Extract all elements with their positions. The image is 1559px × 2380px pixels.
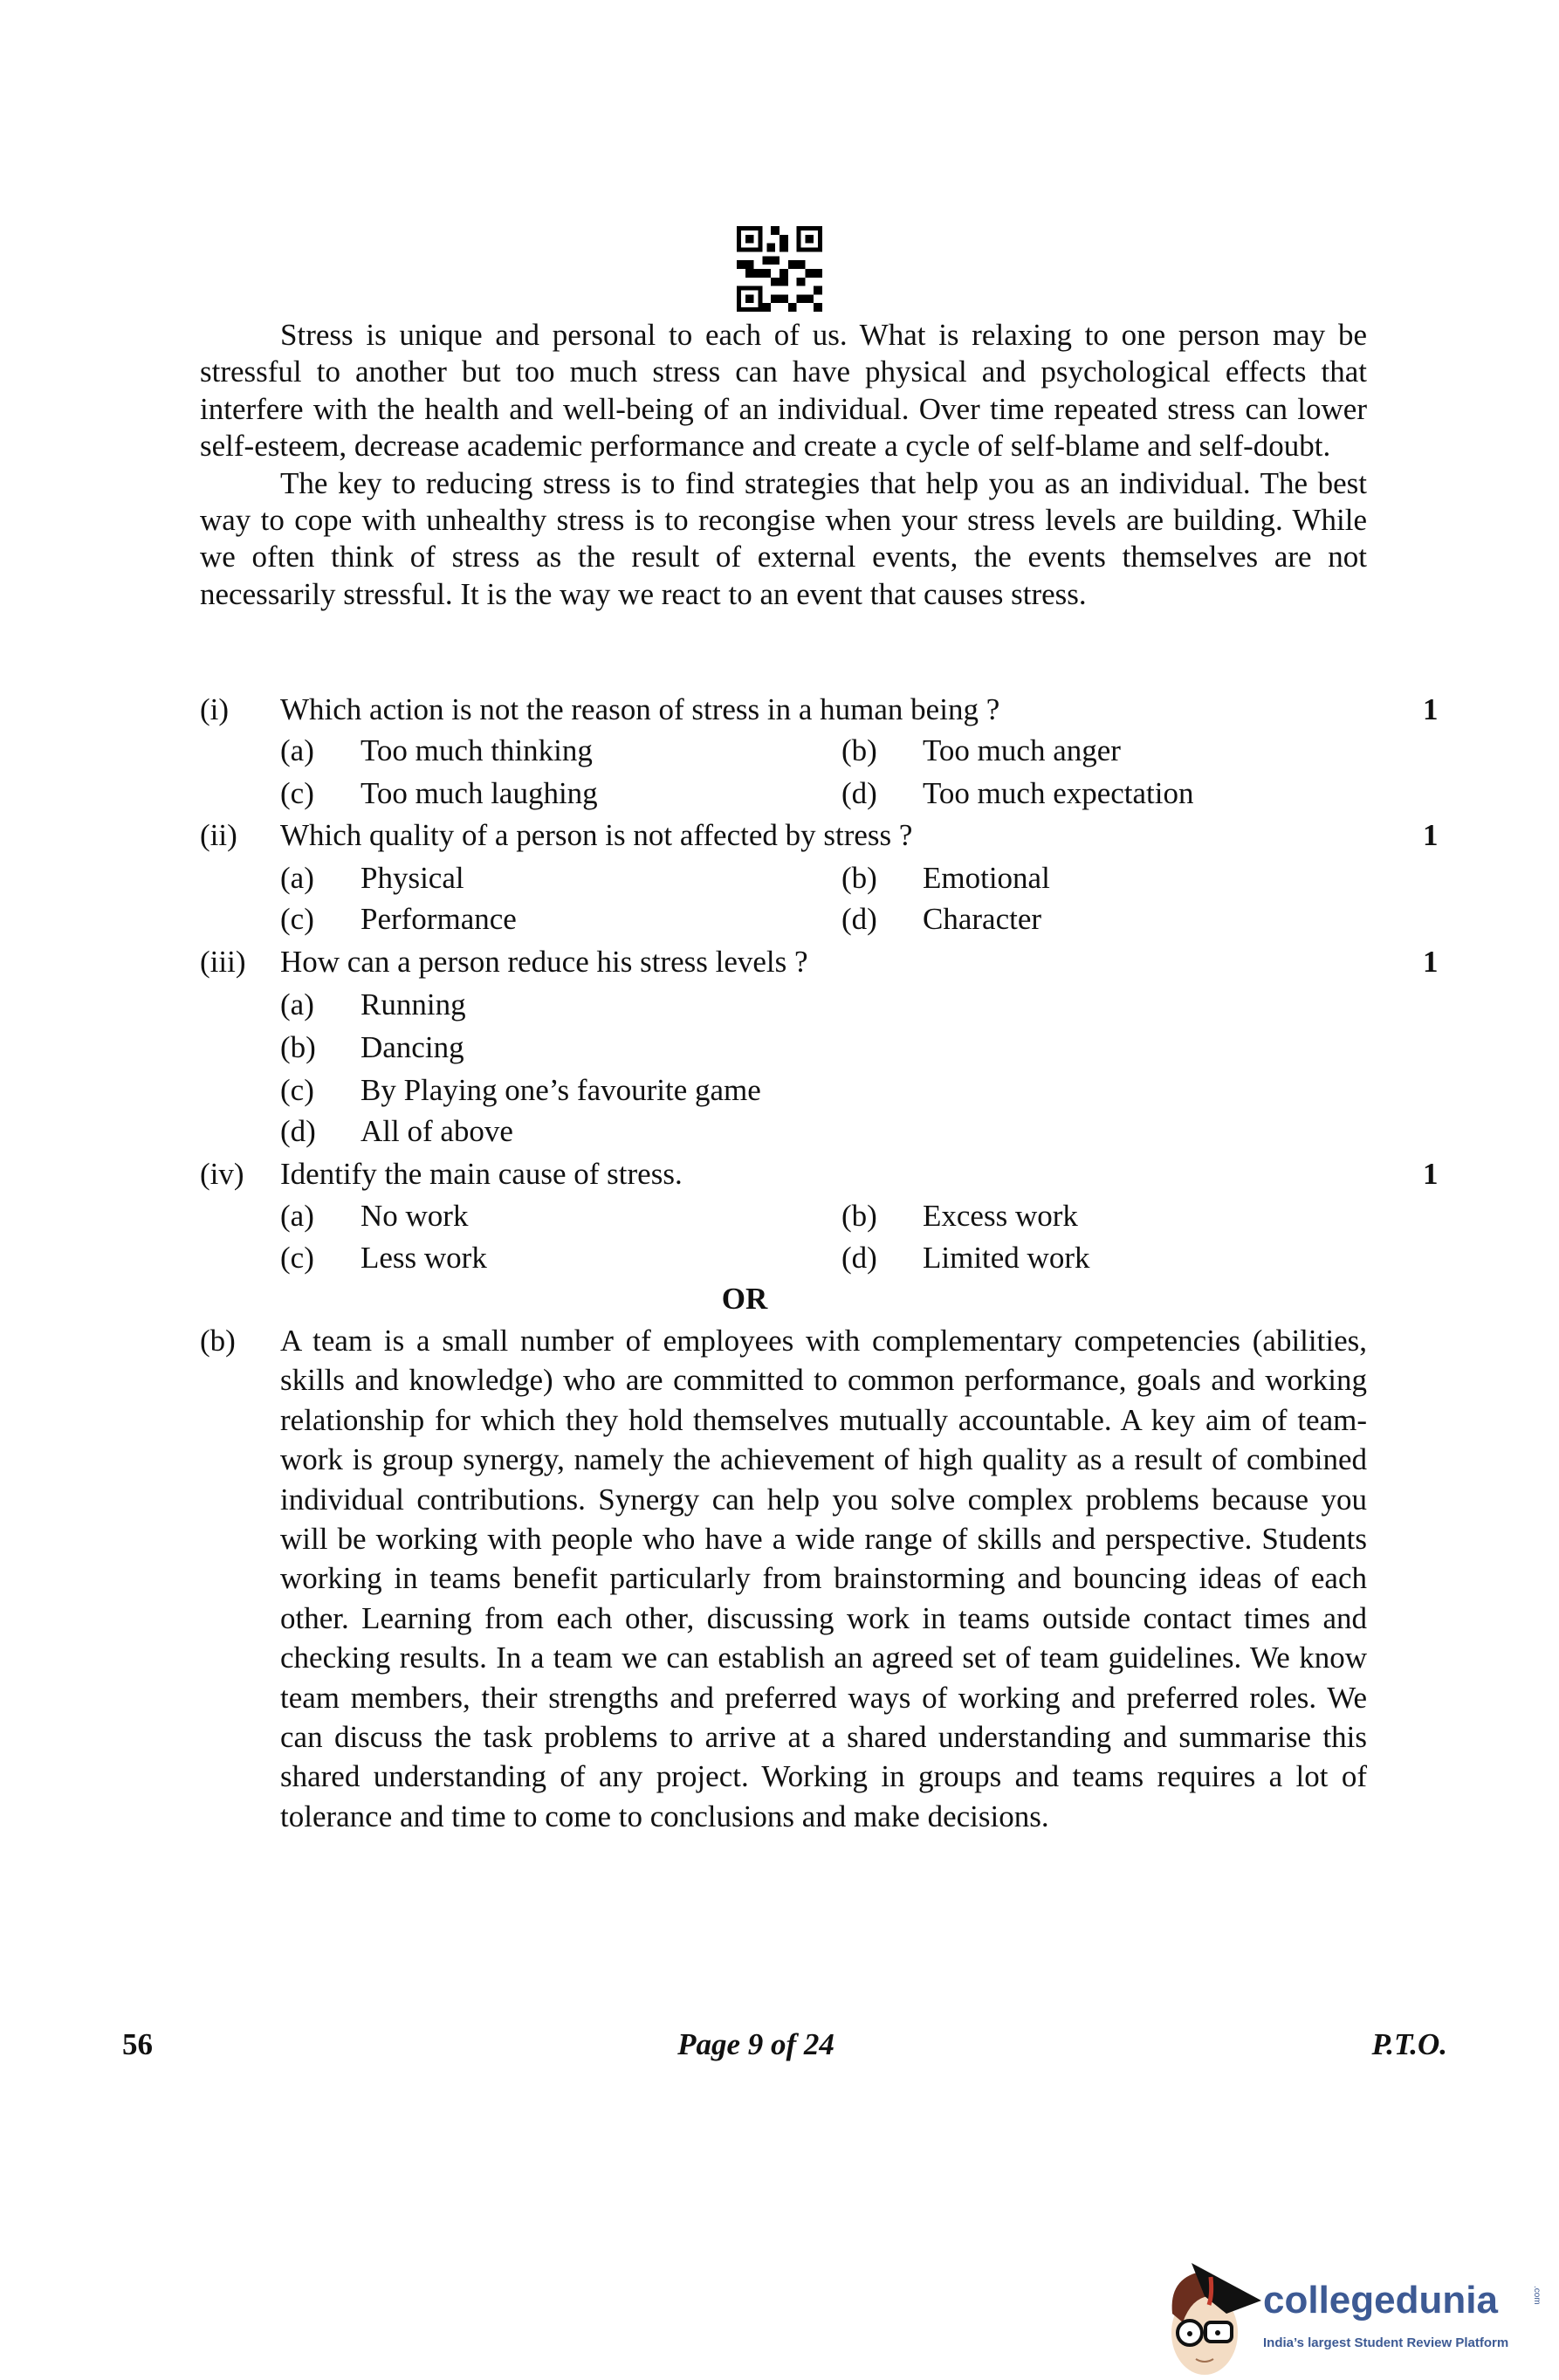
question-text: Which quality of a person is not affected by stress ?: [280, 818, 913, 852]
question-number: (ii): [200, 818, 237, 852]
brand-name: collegedunia: [1263, 2279, 1498, 2322]
passage-paragraph-1: Stress is unique and personal to each of us. What is relaxing to one person may be stressful to another but too much stress can have physical and psychological effects that interfere with the health and well-being of an individual. Over time repeated stress can lower self-esteem, decrease academic performance and create a cycle of self-blame and self-doubt.: [200, 318, 1367, 464]
question-text: Identify the main cause of stress.: [280, 1157, 683, 1191]
brand-suffix: .com: [1532, 2286, 1542, 2305]
option-text: Too much laughing: [361, 776, 598, 810]
mascot-icon: [1157, 2253, 1261, 2380]
question-3: [0, 941, 1559, 983]
option-row: [0, 1027, 1559, 1069]
option-letter: (d): [280, 1114, 316, 1148]
or-separator: OR: [721, 1282, 768, 1316]
option-letter: (b): [841, 1199, 877, 1233]
option-letter: (c): [280, 1241, 314, 1275]
option-letter: (c): [280, 776, 314, 810]
option-letter: (a): [280, 987, 314, 1021]
question-number: (iv): [200, 1157, 244, 1191]
collegedunia-logo: [1157, 2253, 1559, 2380]
option-letter: (d): [841, 1241, 877, 1275]
part-b-passage: A team is a small number of employees with complementary competencies (abilities, skills and knowledge) who are committed to common performance, goals and working relationship for which they hold themselves mutually accountable. A key aim of team-work is group synergy, namely the achievement of high quality as a result of combined individual contributions. Synergy can help you solve complex problems because you will be working with people who have a wide range of skills and perspective. Students working in teams benefit particularly from brainstorming and bouncing ideas of each other. Learning from each other, discussing work in teams outside contact times and checking results. In a team we can establish an agreed set of team guidelines. We know team members, their strengths and preferred ways of working and preferred roles. We can discuss the task problems to arrive at a shared understanding and summarise this shared understanding of any project. Working in groups and teams requires a lot of tolerance and time to come to conclusions and make decisions.: [280, 1324, 1367, 1833]
question-number: (i): [200, 692, 230, 726]
option-row: [0, 730, 1559, 772]
option-text: Excess work: [923, 1199, 1078, 1233]
option-row: [0, 1070, 1559, 1111]
option-text: Limited work: [923, 1241, 1090, 1275]
option-text: All of above: [361, 1114, 513, 1148]
question-marks: 1: [1423, 692, 1439, 726]
option-row: [0, 773, 1559, 815]
option-text: No work: [361, 1199, 469, 1233]
option-text: Too much anger: [923, 733, 1121, 767]
option-row: [0, 1195, 1559, 1237]
part-b-label: (b): [200, 1324, 236, 1358]
option-text: Emotional: [923, 861, 1050, 895]
passage-paragraph-2: The key to reducing stress is to find strategies that help you as an individual. The best way to cope with unhealthy stress is to recongise when your stress levels are building. While we often think of stress as the result of external events, the events themselves are not necessarily stressful. It is the way we react to an event that causes stress.: [200, 465, 1367, 611]
option-text: Physical: [361, 861, 464, 895]
option-letter: (a): [280, 733, 314, 767]
option-row: [0, 898, 1559, 940]
passage: [200, 317, 1367, 613]
question-text: How can a person reduce his stress levels ?: [280, 945, 808, 979]
option-text: Character: [923, 902, 1042, 936]
question-marks: 1: [1423, 945, 1439, 979]
option-letter: (d): [841, 776, 877, 810]
page-number: Page 9 of 24: [677, 2027, 834, 2061]
option-text: Performance: [361, 902, 517, 936]
option-row: [0, 984, 1559, 1026]
option-row: [0, 857, 1559, 899]
option-letter: (b): [841, 733, 877, 767]
option-text: Too much thinking: [361, 733, 593, 767]
option-letter: (d): [841, 902, 877, 936]
question-text: Which action is not the reason of stress in a human being ?: [280, 692, 1000, 726]
option-text: Dancing: [361, 1030, 464, 1064]
option-letter: (b): [841, 861, 877, 895]
option-letter: (a): [280, 861, 314, 895]
option-text: Too much expectation: [923, 776, 1194, 810]
question-marks: 1: [1423, 818, 1439, 852]
question-2: [0, 815, 1559, 856]
paper-code: 56: [122, 2027, 153, 2061]
question-1: [0, 689, 1559, 731]
pto-label: P.T.O.: [1371, 2027, 1447, 2061]
option-text: By Playing one’s favourite game: [361, 1073, 761, 1107]
question-marks: 1: [1423, 1157, 1439, 1191]
option-row: [0, 1111, 1559, 1152]
option-letter: (a): [280, 1199, 314, 1233]
qr-code-icon: [737, 225, 822, 313]
option-text: Less work: [361, 1241, 487, 1275]
option-letter: (c): [280, 1073, 314, 1107]
question-number: (iii): [200, 945, 246, 979]
option-row: [0, 1237, 1559, 1279]
option-letter: (b): [280, 1030, 316, 1064]
question-4: [0, 1153, 1559, 1195]
brand-tagline: India’s largest Student Review Platform: [1263, 2335, 1509, 2350]
option-letter: (c): [280, 902, 314, 936]
option-text: Running: [361, 987, 466, 1021]
